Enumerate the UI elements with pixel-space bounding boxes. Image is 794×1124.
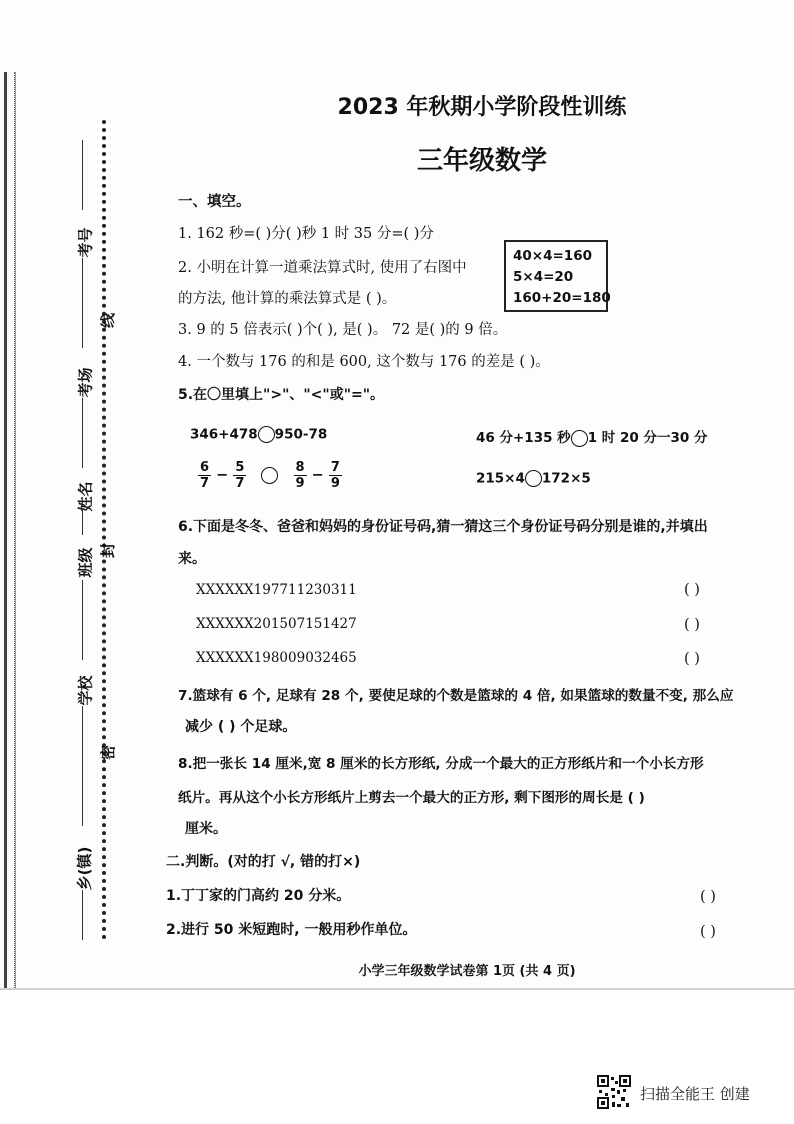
question-3: 3. 9 的 5 倍表示( )个( ), 是( )。 72 是( )的 9 倍。	[178, 322, 508, 338]
compare-a-right: 950-78	[274, 426, 328, 443]
xiangzhen-blank-line-2	[82, 890, 83, 940]
calculation-box	[504, 240, 611, 312]
section1-heading: 一、填空。	[178, 194, 251, 210]
question-8-line2: 纸片。再从这个小长方形纸片上剪去一个最大的正方形, 剩下图形的周长是 ( )	[178, 790, 645, 806]
question-2-line1: 2. 小明在计算一道乘法算式时, 使用了右图中	[178, 260, 467, 276]
question-6-line1: 6.下面是冬冬、爸爸和妈妈的身份证号码,猜一猜这三个身份证号码分别是谁的,并填出	[178, 519, 708, 535]
banji-blank-line	[82, 510, 83, 535]
xiangzhen-blank-line	[82, 706, 83, 826]
id-number-3: XXXXXX198009032465	[196, 650, 357, 666]
seal-fold-line	[102, 120, 106, 940]
answer-paren: ( )	[684, 617, 700, 633]
compare-a	[190, 426, 327, 443]
section2-heading: 二.判断。(对的打 √, 错的打×)	[166, 854, 361, 870]
kaochang-blank-line	[82, 258, 83, 348]
compare-b-left: 46 分+135 秒	[476, 430, 571, 446]
binding-mark-xian: 线	[99, 312, 118, 329]
calc-line-3: 160+20=180	[513, 290, 611, 306]
page-left-edge-dots	[14, 72, 15, 990]
compare-d	[476, 470, 591, 487]
fraction: $\frac{6}{7}$	[200, 460, 210, 491]
question-8-line1: 8.把一张长 14 厘米,宽 8 厘米的长方形纸, 分成一个最大的正方形纸片和一个小长方形	[178, 756, 704, 772]
xingming-blank-line	[82, 398, 83, 468]
id-number-1: XXXXXX197711230311	[196, 582, 357, 598]
compare-c: $\frac{6}{7}$ − $\frac{5}{7}$ $\frac{8}{9}$ − $\frac{7}{9}$	[200, 460, 340, 491]
compare-circle	[258, 426, 275, 443]
binding-label-kaochang: 考场	[76, 367, 95, 398]
calc-line-2: 5×4=20	[513, 269, 574, 285]
compare-d-right: 172×5	[541, 470, 591, 487]
exam-title: 2023 年秋期小学阶段性训练	[337, 95, 627, 120]
calc-line-1: 40×4=160	[513, 248, 592, 264]
judgement-1: 1.丁丁家的门高约 20 分米。	[166, 888, 351, 904]
compare-circle	[261, 467, 278, 484]
question-8-line3: 厘米。	[185, 821, 227, 837]
binding-label-banji: 班级	[76, 547, 95, 578]
compare-d-left: 215×4	[476, 470, 525, 487]
question-7-line2: 减少 ( ) 个足球。	[185, 719, 297, 735]
binding-label-xingming: 姓名	[76, 481, 95, 512]
compare-a-left: 346+478	[190, 426, 258, 443]
question-7-line1: 7.篮球有 6 个, 足球有 28 个, 要使足球的个数是篮球的 4 倍, 如果篮球的数量不变, 那么应	[178, 688, 734, 704]
fraction: $\frac{5}{7}$	[235, 460, 245, 491]
judgement-2: 2.进行 50 米短跑时, 一般用秒作单位。	[166, 922, 417, 938]
answer-paren: ( )	[684, 582, 700, 598]
question-4: 4. 一个数与 176 的和是 600, 这个数与 176 的差是 ( )。	[178, 354, 550, 370]
binding-mark-feng: 封	[99, 542, 118, 559]
binding-label-xiangzhen: 乡(镇)	[75, 846, 94, 891]
fraction: $\frac{7}{9}$	[330, 460, 340, 491]
answer-paren: ( )	[700, 924, 716, 940]
compare-b	[476, 426, 707, 447]
compare-circle	[525, 470, 542, 487]
binding-mark-mi: 密	[99, 744, 118, 761]
compare-circle	[571, 430, 588, 447]
qr-code-icon	[597, 1075, 631, 1109]
page-footer: 小学三年级数学试卷第 1页 (共 4 页)	[358, 964, 576, 979]
question-6-line2: 来。	[178, 551, 206, 567]
binding-label-xuexiao: 学校	[76, 675, 95, 706]
id-number-2: XXXXXX201507151427	[196, 616, 357, 632]
xuexiao-blank-line	[82, 580, 83, 660]
page-bottom-edge	[0, 988, 794, 990]
scanner-watermark: 扫描全能王 创建	[640, 1085, 750, 1103]
fraction: $\frac{8}{9}$	[295, 460, 305, 491]
question-2-line2: 的方法, 他计算的乘法算式是 ( )。	[178, 291, 397, 307]
binding-label-kaohao: 考号	[76, 227, 95, 258]
question-1: 1. 162 秒=( )分( )秒 1 时 35 分=( )分	[178, 226, 434, 242]
exam-subtitle: 三年级数学	[416, 146, 547, 176]
compare-b-right: 1 时 20 分一30 分	[587, 430, 708, 446]
answer-paren: ( )	[700, 889, 716, 905]
question-5: 5.在〇里填上">"、"<"或"="。	[178, 387, 385, 403]
answer-paren: ( )	[684, 651, 700, 667]
